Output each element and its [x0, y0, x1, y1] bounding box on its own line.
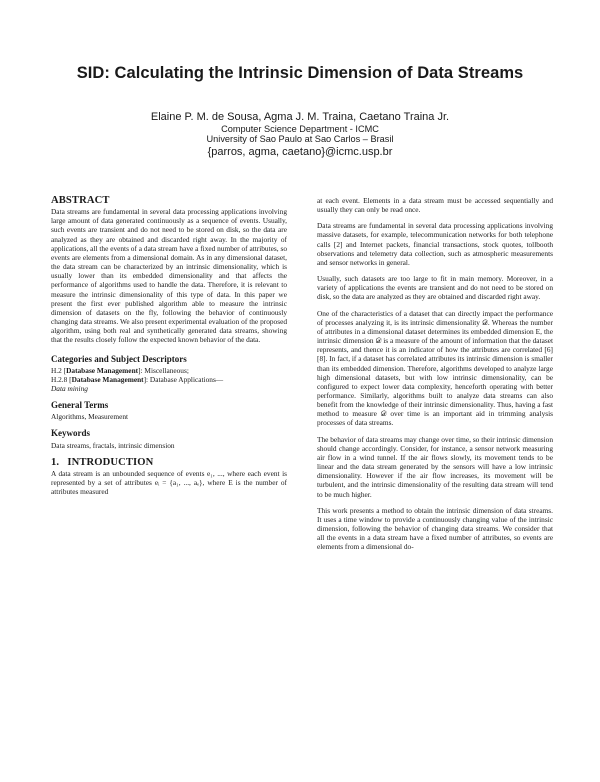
introduction-text: A data stream is an unbounded sequence of events e₁, ..., where each event is represented by a set of attributes eᵢ = {a₁, ..., aₑ}, where E is the number of attributes measured [51, 468, 287, 497]
abstract-heading: ABSTRACT [51, 195, 110, 206]
abstract-text: Data streams are fundamental in several data processing applications involving large amount of data generated continuously as a sequence of events. Usually, such events are transient and do not need to be stored on disk, so the data are analyzed as they are obtained and discarded right away. In the majority of applications, all the events of a data stream have a fixed number of attributes, so events are elements from a dimensional domain. As in any dimensional dataset, the data stream can be characterized by an intrinsic dimensionality, which is usually lower than its embedded dimensionality and that affects the performance of algorithms used to handle the data. Therefore, it is relevant to measure the intrinsic dimensionality of this type of data. In this paper we present the first ever published algorithm able to measure the intrinsic dimension of datasets on the fly, following the behavior of continuously changing data streams. We also present experimental evaluation of the proposed algorithm, using both real and synthetically generated data streams, showing that the results closely follow the expected known behavior of the data. [51, 207, 287, 345]
category-name-2: Database Management [71, 374, 144, 384]
right-column [317, 196, 553, 551]
category-code-1: H.2 [ [51, 365, 67, 375]
author-list: Elaine P. M. de Sousa, Agma J. M. Traina, Caetano Traina Jr. [150, 111, 450, 123]
keywords-text: Data streams, fractals, intrinsic dimension [51, 440, 175, 450]
affiliation-line-2: University of Sao Paulo at Sao Carlos – Brasil [206, 134, 394, 144]
paper-title: SID: Calculating the Intrinsic Dimension of Data Streams [76, 64, 524, 82]
body-paragraph-3: Usually, such datasets are too large to fit in main memory. Moreover, in a variety of applications the events are transient and do not need to be stored on disk, so the data are analyzed as they are obtained and discarded right away. [317, 274, 553, 302]
body-paragraph-1: at each event. Elements in a data stream must be accessed sequentially and usually they can only be read once. [317, 196, 553, 215]
category-subject: Data mining [51, 383, 88, 393]
category-name-1: Database Management [66, 365, 139, 375]
affiliation-line-1: Computer Science Department - ICMC [221, 124, 379, 134]
category-rest-2: ]: Database Applications— [143, 374, 224, 384]
categories-heading: Categories and Subject Descriptors [51, 353, 187, 364]
general-terms-text: Algorithms, Measurement [51, 412, 129, 422]
categories-section [51, 355, 287, 394]
general-terms-section [51, 401, 287, 421]
keywords-heading: Keywords [51, 428, 90, 439]
body-paragraph-6: This work presents a method to obtain the intrinsic dimension of data streams. It uses a time window to provide a continuously changing value of the intrinsic dimension, following the behavior of changing data streams. We consider that all the events in a data stream have a fixed number of attributes, so events are elements from a dimensional do- [317, 505, 553, 552]
body-paragraph-4: One of the characteristics of a dataset that can directly impact the performance of processes analyzing it, is its intrinsic dimensionality 𝒟. Whereas the number of attributes in a dimensional dataset determines its embedded dimension E, the intrinsic dimension 𝒟 is a measure of the amount of information that the dataset represents, and thence it is an indicator of how the attributes are correlated [6] [8]. In fact, if a dataset has correlated attributes its intrinsic dimension is smaller than its embedded dimension. Therefore, algorithms developed to analyze large high dimensional datasets, but with low intrinsic dimensionality, can be configured to expect lower data complexity, henceforth operating with better performance. Similarly, algorithms built to analyze data streams can also benefit from the knowledge of their intrinsic dimensionality. Thus, having a fast method to measure 𝒟 over time is an important aid in trimming analysis processes of data streams. [317, 308, 553, 428]
body-paragraph-2: Data streams are fundamental in several data processing applications involving massive datasets, for example, telecommunication networks for both telephone calls [2] and Internet packets, financial transactions, stock quotes, tollbooth observations and telemetry data collection, such as atmospheric measurements and sensor networks in general. [317, 221, 553, 267]
general-terms-heading: General Terms [51, 400, 109, 411]
body-paragraph-5: The behavior of data streams may change over time, so their intrinsic dimension should change accordingly. Consider, for instance, a sensor network measuring air flow in a wind tunnel. If the air flows slowly, its movement tends to be linear and the data stream generated by the sensors will have a low intrinsic dimensionality. However if the air flow increases, its movement will be turbulent, and the intrinsic dimensionality of the resulting data stream will tend to be much higher. [317, 434, 553, 499]
abstract-section [51, 196, 287, 345]
category-rest-1: ]: Miscellaneous; [138, 365, 189, 375]
keywords-section [51, 429, 287, 449]
introduction-heading: 1. INTRODUCTION [51, 456, 154, 468]
category-code-2: H.2.8 [ [51, 374, 72, 384]
categories-text [51, 366, 287, 393]
left-column [51, 196, 287, 506]
introduction-section [51, 458, 287, 497]
author-email: {parros, agma, caetano}@icmc.usp.br [207, 146, 393, 158]
affiliation [0, 124, 600, 144]
